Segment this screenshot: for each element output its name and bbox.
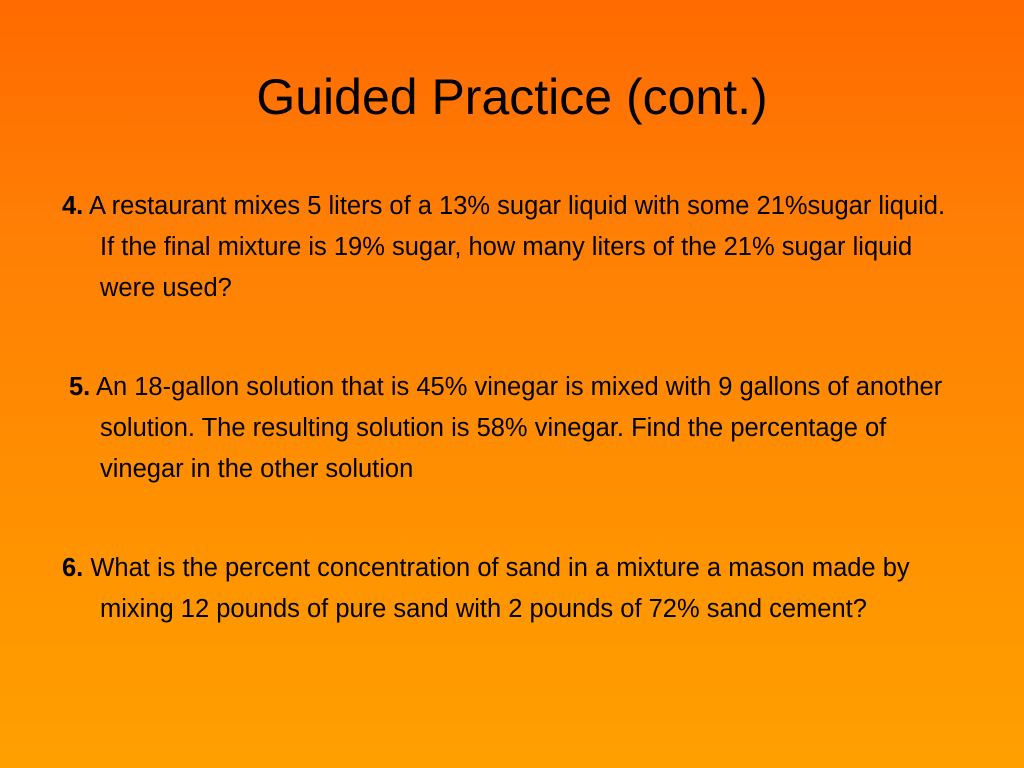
problem-number: 5. — [69, 373, 91, 401]
problem-text: An 18-gallon solution that is 45% vinegar is mixed with 9 gallons of another solution. The resulting solution is 58% vinegar. Find the percentage of vinegar in the other solution — [90, 373, 943, 483]
problem-item — [62, 548, 962, 630]
problem-text: A restaurant mixes 5 liters of a 13% sugar liquid with some 21%sugar liquid. If the final mixture is 19% sugar, how many liters of the 21% sugar liquid were used? — [83, 192, 946, 302]
problem-text: What is the percent concentration of sand in a mixture a mason made by mixing 12 pounds of pure sand with 2 pounds of 72% sand cement? — [83, 554, 910, 623]
problem-item — [62, 186, 962, 309]
problem-list — [62, 186, 962, 688]
problem-item — [62, 367, 962, 490]
problem-number: 6. — [62, 554, 84, 582]
slide-title: Guided Practice (cont.) — [256, 69, 768, 125]
problem-number: 4. — [62, 192, 84, 220]
